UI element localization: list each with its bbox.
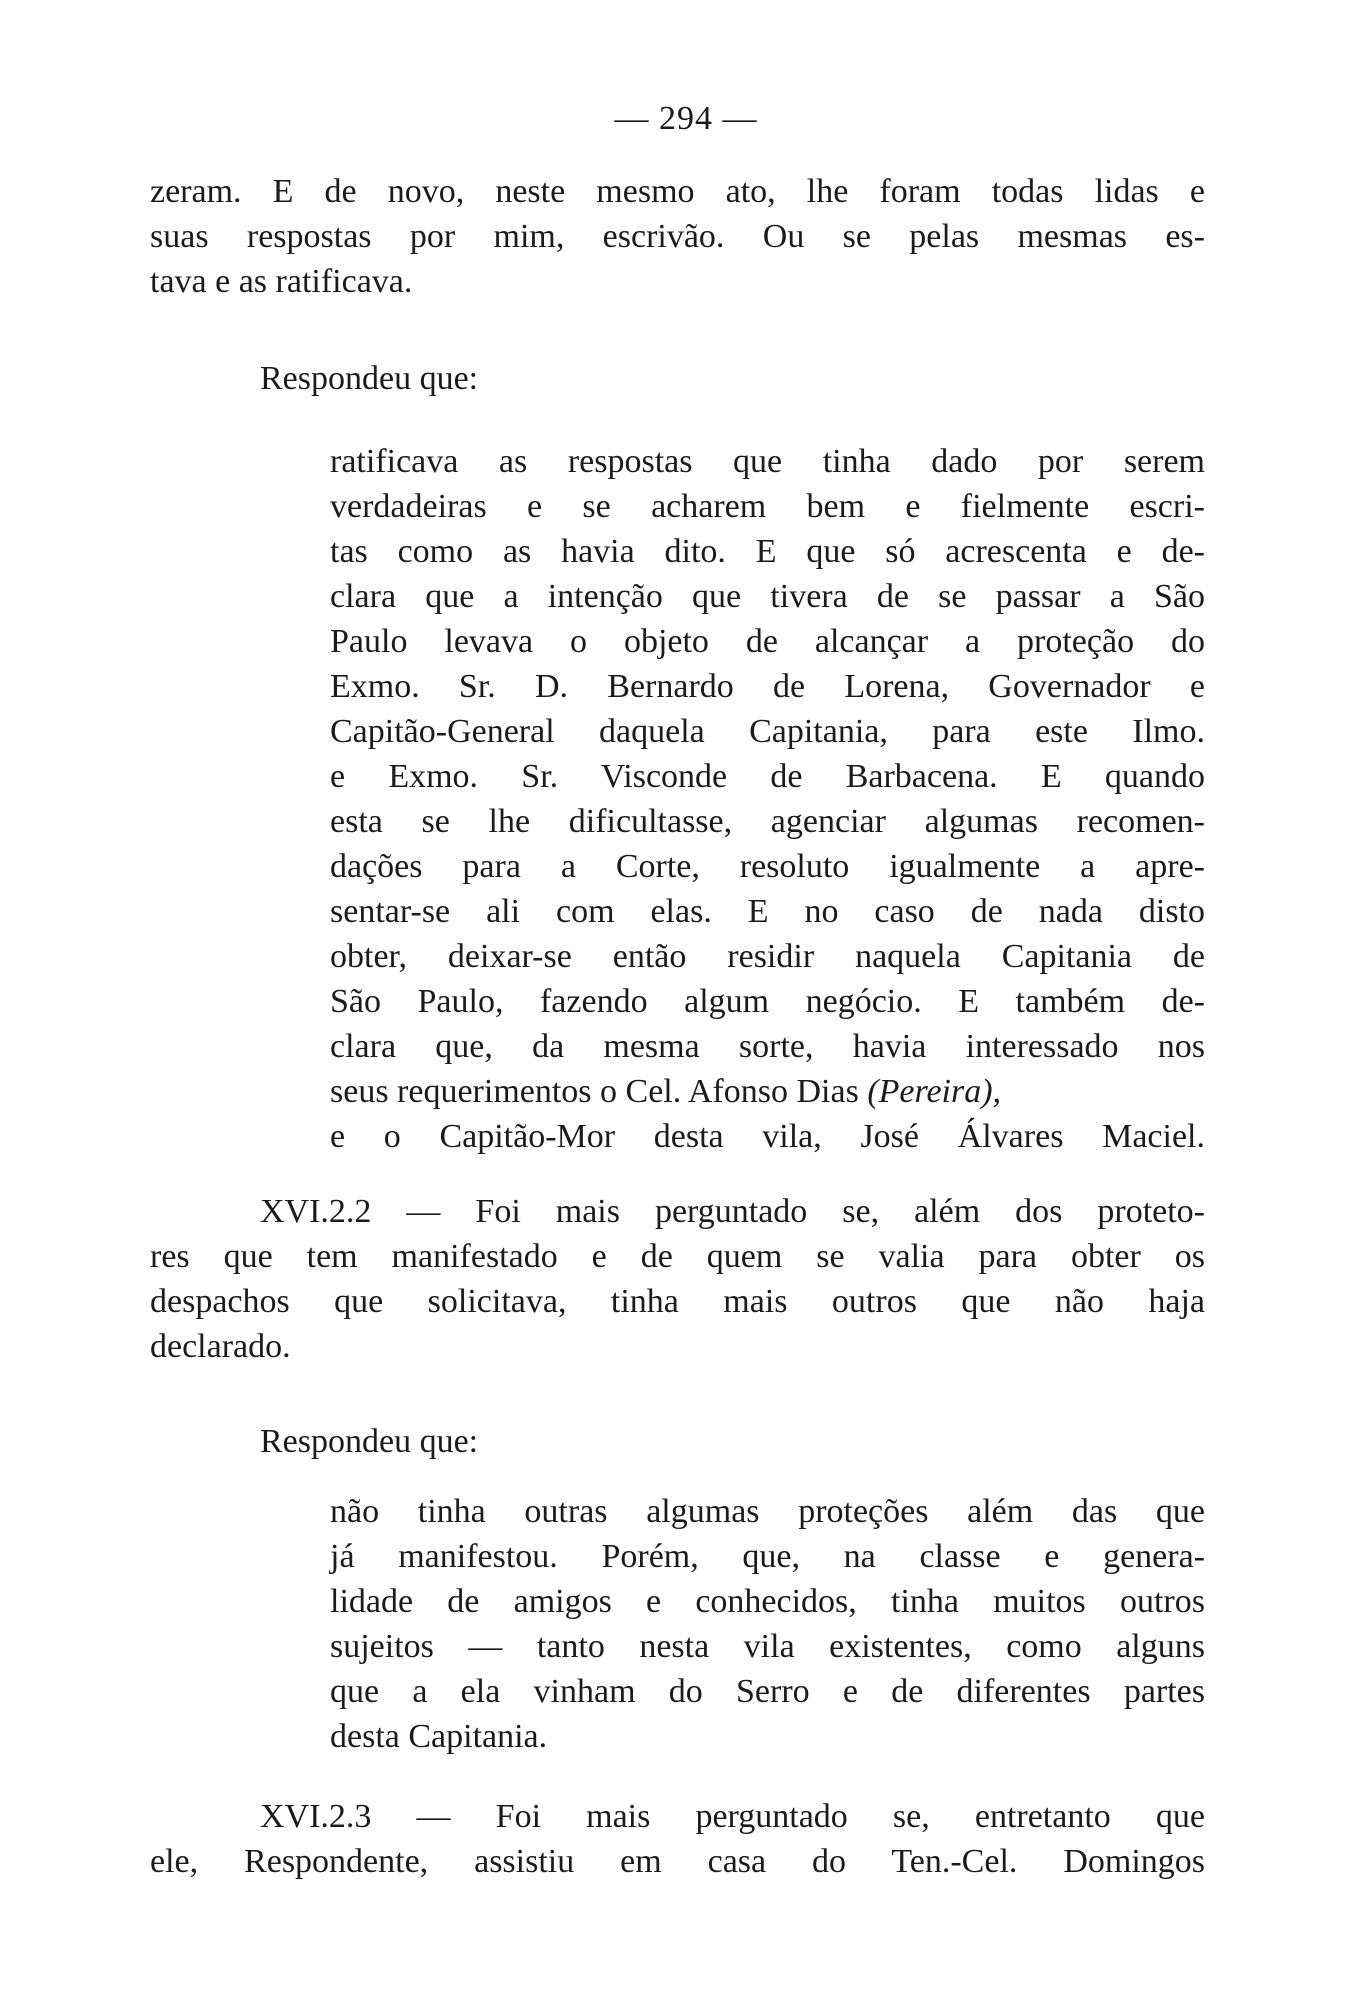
page-number: — 294 — xyxy=(614,100,758,137)
text-line: que a ela vinham do Serro e de diferentes partes xyxy=(330,1673,1205,1710)
text-line: sujeitos — tanto nesta vila existentes, como alguns xyxy=(330,1628,1205,1665)
text-line: e Exmo. Sr. Visconde de Barbacena. E quando xyxy=(330,758,1205,795)
text-line: lidade de amigos e conhecidos, tinha muitos outros xyxy=(330,1583,1205,1620)
text-line: verdadeiras e se acharem bem e fielmente escri- xyxy=(330,488,1205,525)
text-line: despachos que solicitava, tinha mais outros que não haja xyxy=(150,1283,1205,1320)
text-line: clara que a intenção que tivera de se passar a São xyxy=(330,578,1205,615)
text-line: dações para a Corte, resoluto igualmente a apre- xyxy=(330,848,1205,885)
text-line: tava e as ratificava. xyxy=(150,263,413,300)
text-line: Exmo. Sr. D. Bernardo de Lorena, Governador e xyxy=(330,668,1205,705)
italic-name: (Pereira), xyxy=(867,1073,1002,1110)
text-line: suas respostas por mim, escrivão. Ou se pelas mesmas es- xyxy=(150,218,1205,255)
text-line: declarado. xyxy=(150,1328,291,1365)
respondeu-heading: Respondeu que: xyxy=(260,360,479,397)
text-line: XVI.2.3 — Foi mais perguntado se, entretanto que xyxy=(260,1798,1205,1835)
text-line-with-italic xyxy=(330,1070,1205,1114)
text-line: desta Capitania. xyxy=(330,1718,548,1755)
respondeu-heading: Respondeu que: xyxy=(260,1423,479,1460)
text-line: clara que, da mesma sorte, havia interessado nos xyxy=(330,1028,1205,1065)
text-line: zeram. E de novo, neste mesmo ato, lhe foram todas lidas e xyxy=(150,173,1205,210)
text-line: tas como as havia dito. E que só acrescenta e de- xyxy=(330,533,1205,570)
text-line: ratificava as respostas que tinha dado por serem xyxy=(330,443,1205,480)
text-line: sentar-se ali com elas. E no caso de nada disto xyxy=(330,893,1205,930)
text-line: e o Capitão-Mor desta vila, José Álvares Maciel. xyxy=(330,1118,1205,1155)
text-line: esta se lhe dificultasse, agenciar algumas recomen- xyxy=(330,803,1205,840)
text-line: res que tem manifestado e de quem se valia para obter os xyxy=(150,1238,1205,1275)
text-line: Paulo levava o objeto de alcançar a proteção do xyxy=(330,623,1205,660)
text-line: ele, Respondente, assistiu em casa do Ten.-Cel. Domingos xyxy=(150,1843,1205,1880)
text-line: não tinha outras algumas proteções além das que xyxy=(330,1493,1205,1530)
text-line: obter, deixar-se então residir naquela Capitania de xyxy=(330,938,1205,975)
text-line: XVI.2.2 — Foi mais perguntado se, além dos proteto- xyxy=(260,1193,1205,1230)
text-line: São Paulo, fazendo algum negócio. E também de- xyxy=(330,983,1205,1020)
text-segment: seus requerimentos o Cel. Afonso Dias xyxy=(330,1073,859,1110)
text-line: já manifestou. Porém, que, na classe e genera- xyxy=(330,1538,1205,1575)
text-line: Capitão-General daquela Capitania, para este Ilmo. xyxy=(330,713,1205,750)
